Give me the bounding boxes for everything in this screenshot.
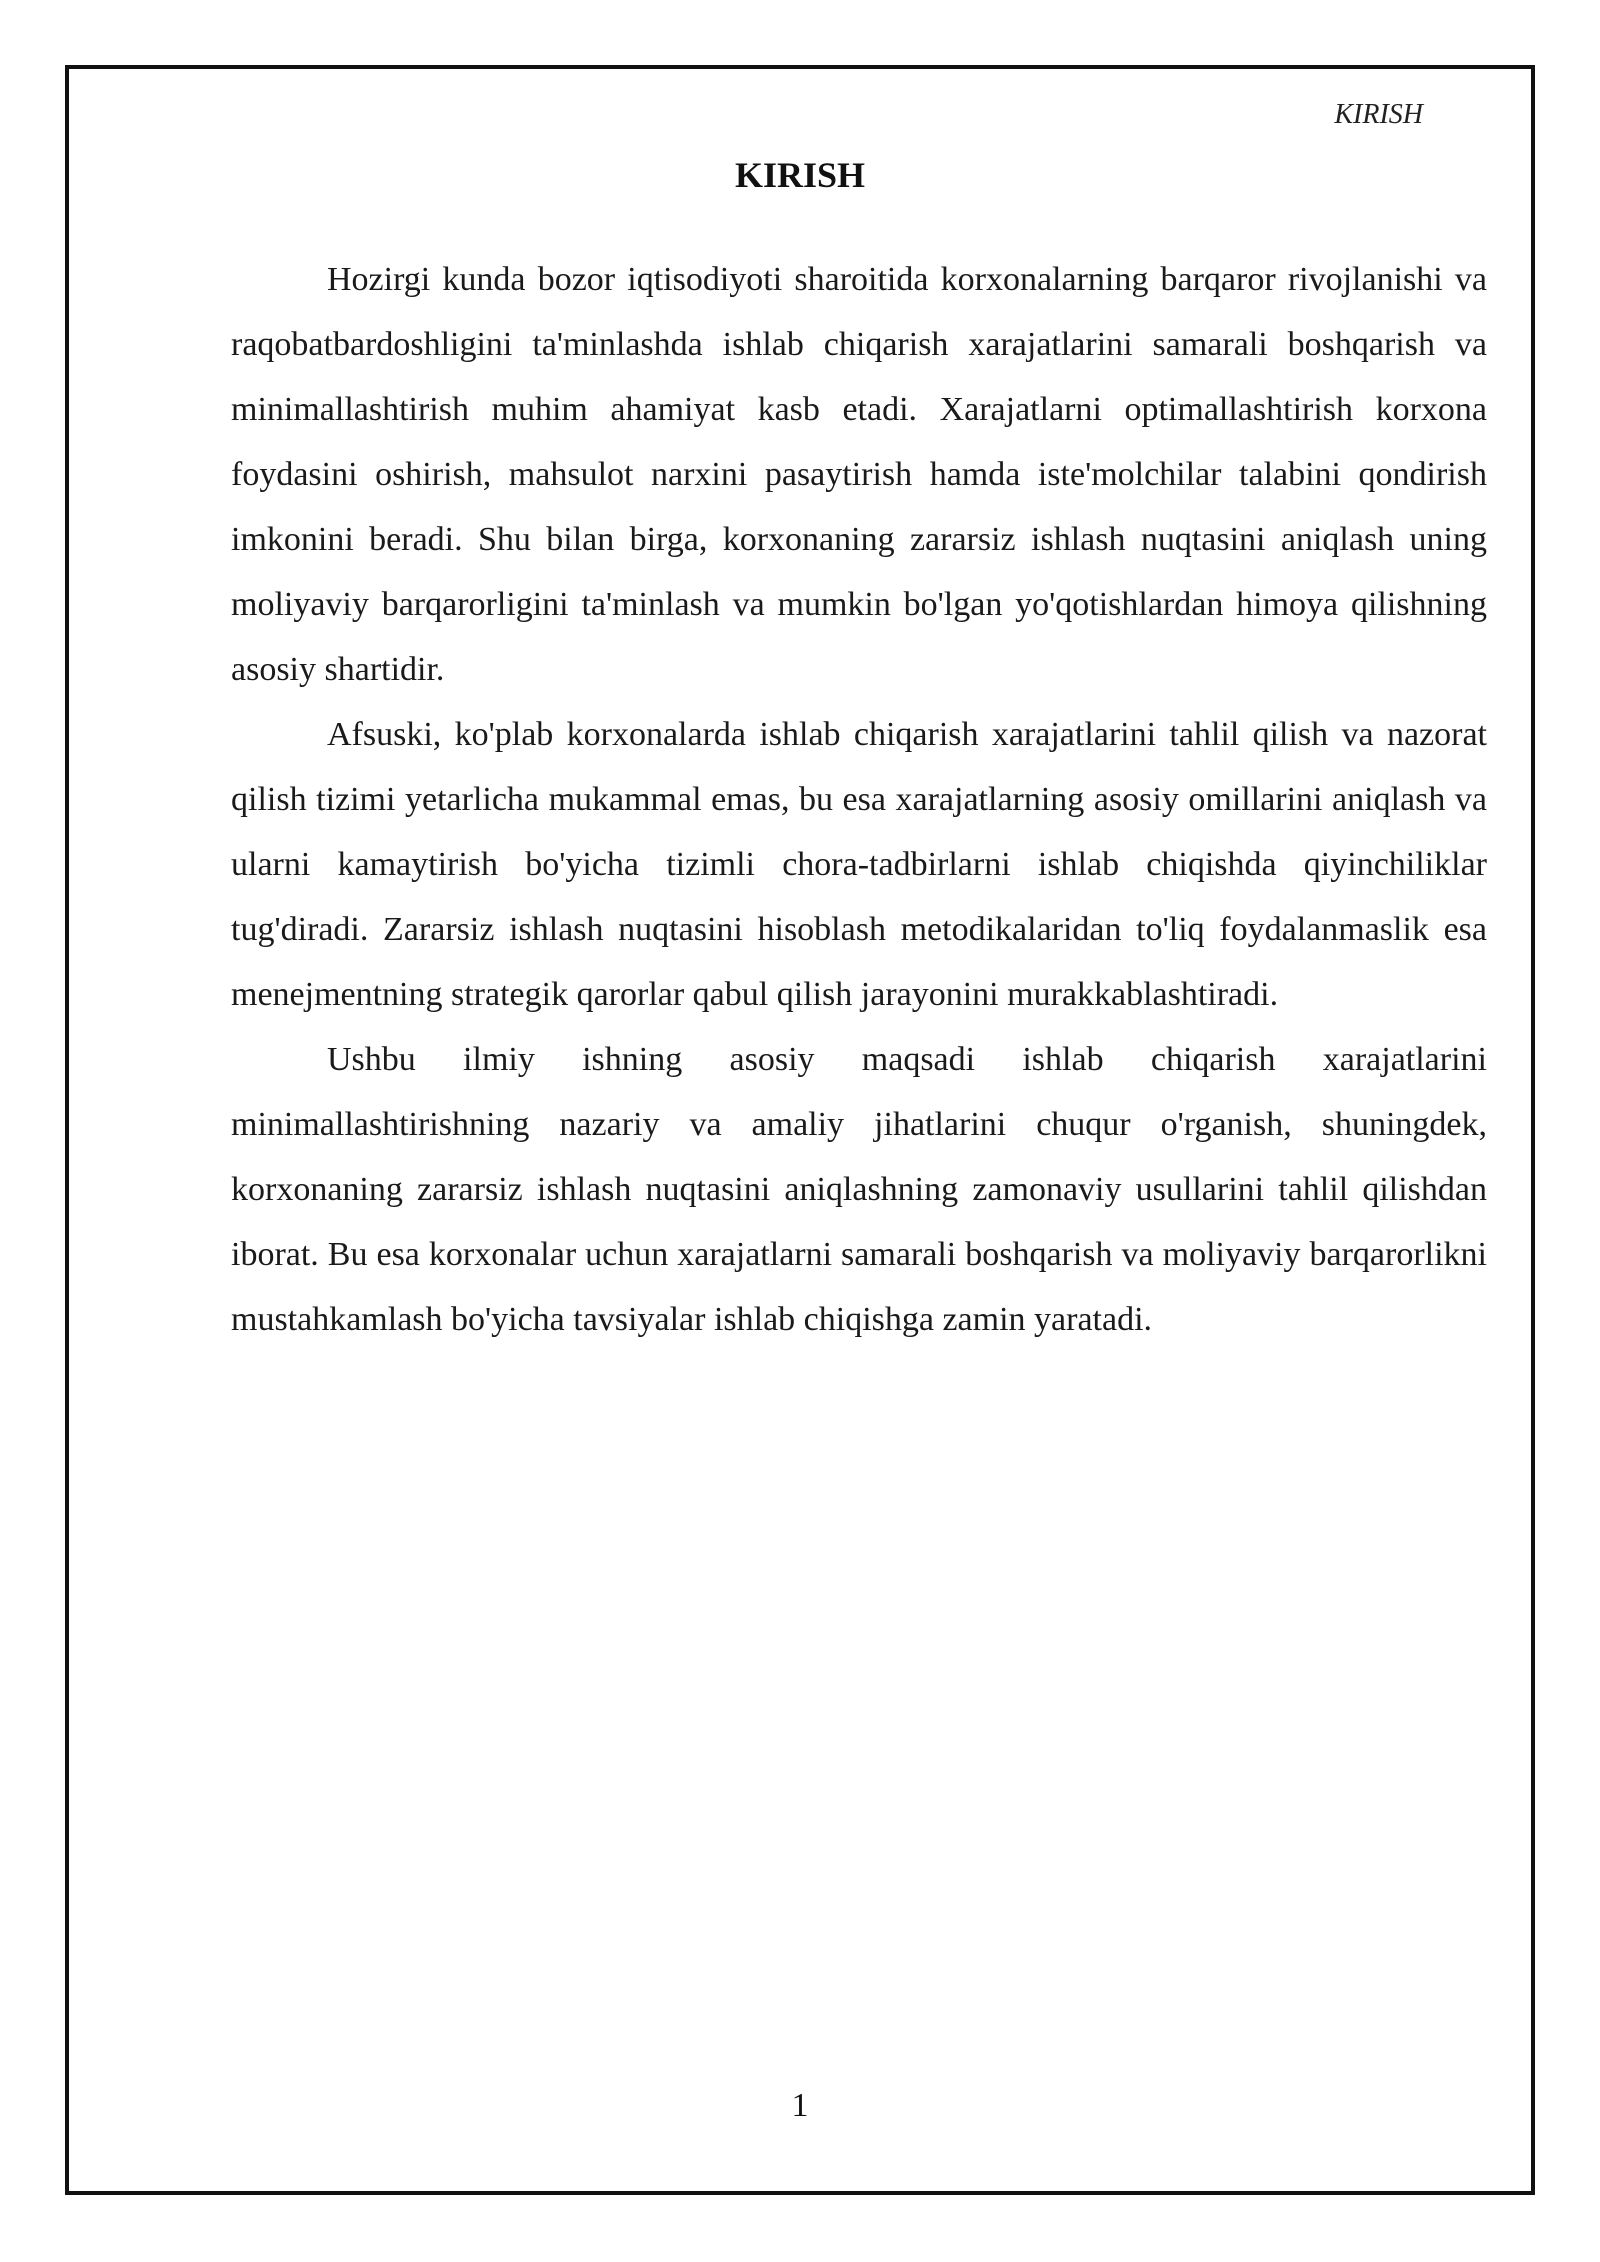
running-header: KIRISH xyxy=(1334,99,1423,130)
page-frame xyxy=(65,65,1535,2195)
paragraph-2: Afsuski, ko'plab korxonalarda ishlab chiqarish xarajatlarini tahlil qilish va nazorat qilish tizimi yetarlicha mukammal emas, bu esa xarajatlarning asosiy omillarini aniqlash va ularni kamaytirish bo'yicha tizimli chora-tadbirlarni ishlab chiqishda qiyinchiliklar tug'diradi. Zararsiz ishlash nuqtasini hisoblash metodikalaridan to'liq foydalanmaslik esa menejmentning strategik qarorlar qabul qilish jarayonini murakkablashtiradi. xyxy=(231,716,1487,1013)
page-title: KIRISH xyxy=(734,155,866,195)
paragraph-1: Hozirgi kunda bozor iqtisodiyoti sharoitida korxonalarning barqaror rivojlanishi va raqobatbardoshligini ta'minlashda ishlab chiqarish xarajatlarini samarali boshqarish va minimallashtirish muhim ahamiyat kasb etadi. Xarajatlarni optimallashtirish korxona foydasini oshirish, mahsulot narxini pasaytirish hamda iste'molchilar talabini qondirish imkonini beradi. Shu bilan birga, korxonaning zararsiz ishlash nuqtasini aniqlash uning moliyaviy barqarorligini ta'minlash va mumkin bo'lgan yo'qotishlardan himoya qilishning asosiy shartidir. xyxy=(231,261,1487,688)
body-text xyxy=(231,247,1487,1352)
paragraph-3: Ushbu ilmiy ishning asosiy maqsadi ishlab chiqarish xarajatlarini minimallashtirishning nazariy va amaliy jihatlarini chuqur o'rganish, shuningdek, korxonaning zararsiz ishlash nuqtasini aniqlashning zamonaviy usullarini tahlil qilishdan iborat. Bu esa korxonalar uchun xarajatlarni samarali boshqarish va moliyaviy barqarorlikni mustahkamlash bo'yicha tavsiyalar ishlab chiqishga zamin yaratadi. xyxy=(231,1041,1487,1338)
page-number: 1 xyxy=(791,2087,809,2124)
